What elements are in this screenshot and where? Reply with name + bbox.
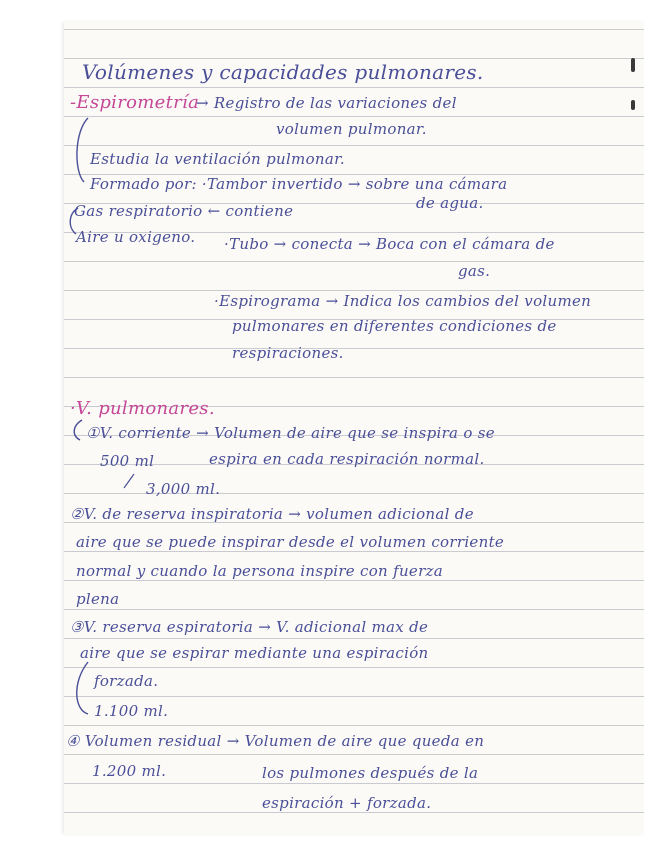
- item3-line-1: ③V. reserva espiratoria → V. adicional max de: [70, 618, 429, 636]
- gas-line: gas.: [458, 262, 491, 280]
- espirograma-line-1: ·Espirograma → Indica los cambios del volumen: [214, 292, 592, 310]
- handwritten-marks: [64, 22, 644, 834]
- binder-hole: [631, 58, 635, 72]
- notebook-page: [64, 22, 644, 834]
- estudia-line: Estudia la ventilación pulmonar.: [90, 150, 345, 168]
- item3-line-2: aire que se espirar mediante una espiración: [80, 644, 429, 662]
- item2-line-2: aire que se puede inspirar desde el volumen corriente: [76, 533, 505, 551]
- espirograma-line-2: pulmonares en diferentes condiciones de: [232, 317, 557, 335]
- item1-line-2: espira en cada respiración normal.: [209, 450, 485, 468]
- formado-por-line: Formado por: ·Tambor invertido → sobre una cámara: [90, 175, 508, 193]
- volumenes-heading: ·V. pulmonares.: [70, 398, 215, 419]
- de-agua-line: de agua.: [416, 194, 484, 212]
- item4-line-3: espiración + forzada.: [262, 794, 432, 812]
- espirometria-definition-1: → Registro de las variaciones del: [196, 94, 457, 112]
- page-title: Volúmenes y capacidades pulmonares.: [82, 60, 484, 84]
- aire-oxigeno-line: Aire u oxigeno.: [76, 228, 196, 246]
- espirometria-heading: -Espirometría: [70, 92, 200, 113]
- bracket-stroke-3: [74, 420, 82, 440]
- item2-line-4: plena: [76, 590, 120, 608]
- item4-value: 1.200 ml.: [92, 762, 167, 780]
- arrow-up-stroke: [124, 474, 134, 488]
- bracket-stroke-1: [77, 118, 88, 182]
- item3-line-3: forzada.: [94, 672, 159, 690]
- bracket-stroke-2: [70, 208, 78, 234]
- espirometria-definition-2: volumen pulmonar.: [276, 120, 427, 138]
- binder-hole: [631, 100, 635, 110]
- bracket-stroke-4: [77, 662, 88, 714]
- gas-respiratorio-line: Gas respiratorio ← contiene: [74, 202, 294, 220]
- item4-line-2: los pulmones después de la: [262, 764, 479, 782]
- tubo-line: ·Tubo → conecta → Boca con el cámara de: [224, 235, 555, 253]
- item1-line-1: ①V. corriente → Volumen de aire que se inspira o se: [86, 424, 495, 442]
- item2-line-1: ②V. de reserva inspiratoria → volumen adicional de: [70, 505, 474, 523]
- item3-value: 1.100 ml.: [94, 702, 169, 720]
- item4-line-1: ④ Volumen residual → Volumen de aire que queda en: [66, 732, 485, 750]
- item2-value: 3,000 ml.: [146, 480, 221, 498]
- espirograma-line-3: respiraciones.: [232, 344, 344, 362]
- item1-value: 500 ml: [100, 452, 155, 470]
- item2-line-3: normal y cuando la persona inspire con fuerza: [76, 562, 443, 580]
